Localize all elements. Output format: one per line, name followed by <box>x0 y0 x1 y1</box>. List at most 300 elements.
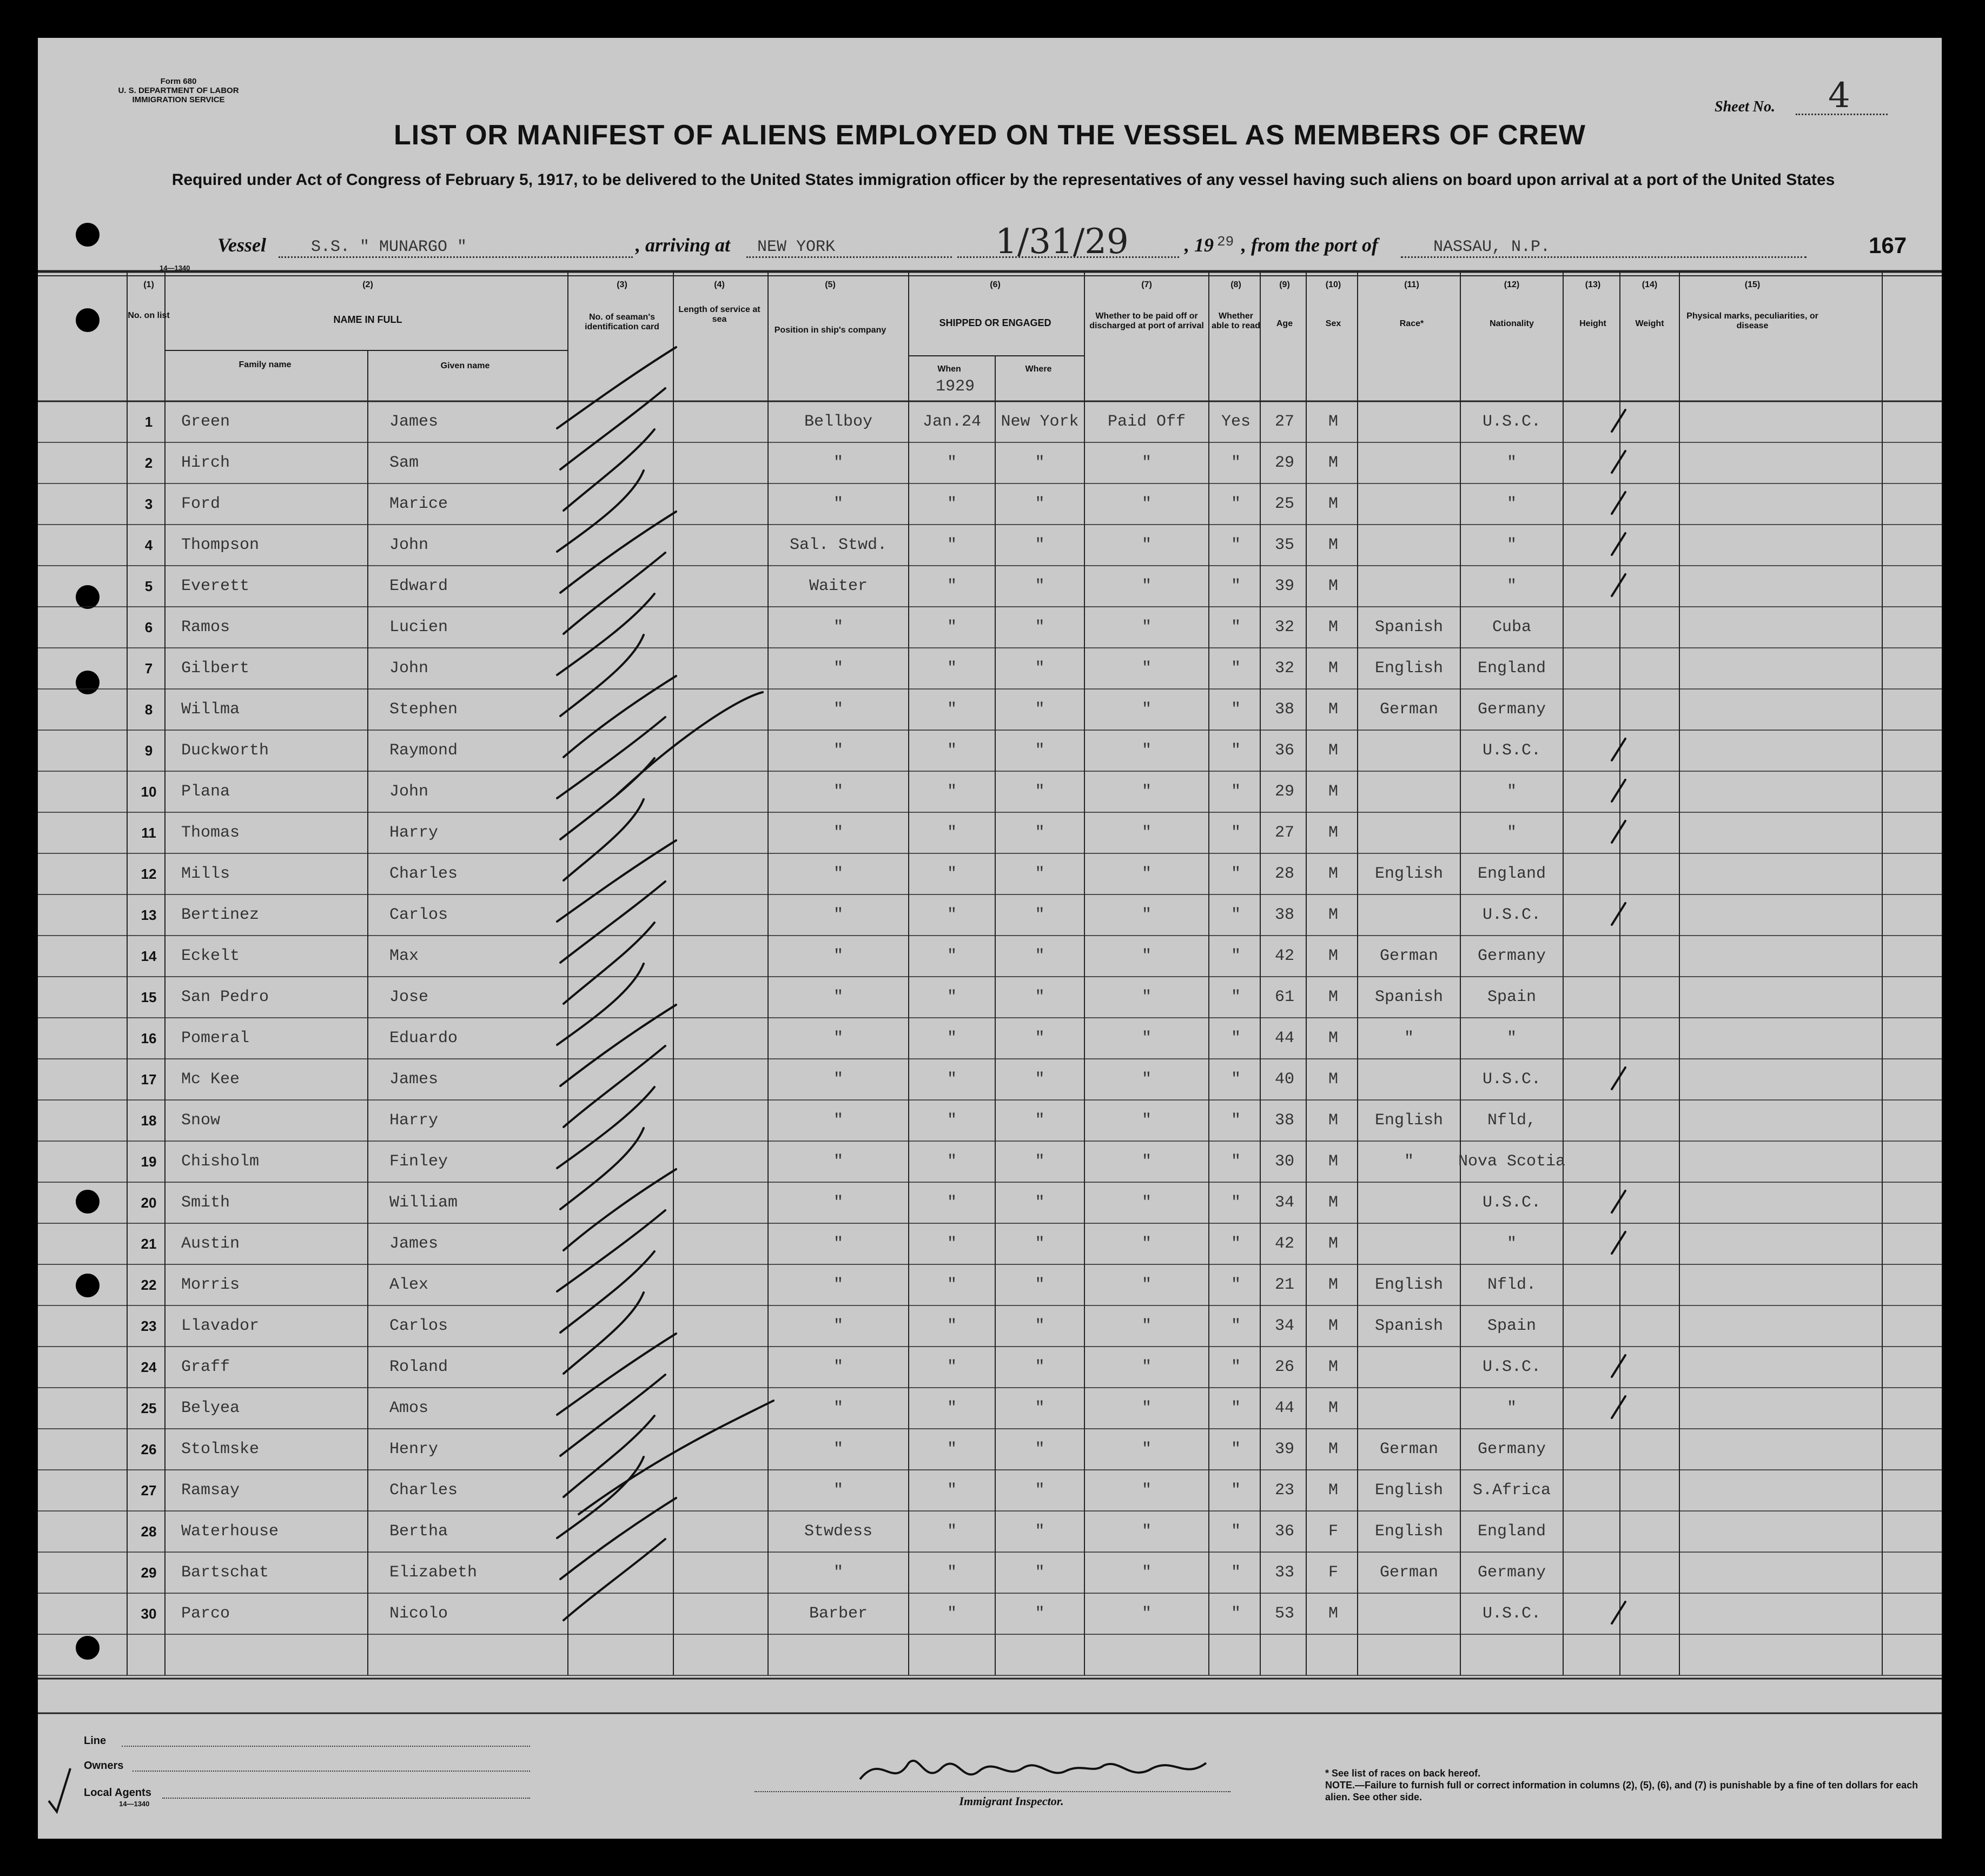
check-stroke <box>1612 574 1625 596</box>
paid-off: " <box>1141 865 1152 883</box>
shipped-where: " <box>1035 1563 1045 1582</box>
race: English <box>1374 1111 1444 1130</box>
col-num-15: (15) <box>1744 280 1761 289</box>
row-number: 21 <box>141 1236 157 1252</box>
given-name: Carlos <box>389 1317 448 1335</box>
shipped-when: " <box>947 1317 957 1335</box>
header-nationality: Nationality <box>1490 319 1534 328</box>
sex: M <box>1328 618 1338 637</box>
given-name: Jose <box>389 988 429 1006</box>
shipped-where: " <box>1035 741 1045 760</box>
shipped-when: " <box>947 1399 957 1417</box>
able-to-read: " <box>1230 1029 1241 1048</box>
position: " <box>833 495 843 513</box>
check-stroke <box>564 1539 665 1620</box>
given-name: James <box>389 1235 439 1253</box>
position: " <box>833 1194 843 1212</box>
position: Sal. Stwd. <box>789 536 888 554</box>
nationality: Spain <box>1487 988 1536 1006</box>
paid-off: " <box>1141 947 1152 965</box>
nationality: U.S.C. <box>1482 1194 1541 1212</box>
col-num-9: (9) <box>1279 280 1290 289</box>
nationality: " <box>1506 577 1517 595</box>
header-age: Age <box>1276 319 1293 328</box>
position: " <box>833 947 843 965</box>
shipped-year: 1929 <box>936 377 975 396</box>
nationality: U.S.C. <box>1482 1070 1541 1089</box>
shipped-where: " <box>1035 988 1045 1006</box>
sex: M <box>1328 1152 1338 1171</box>
able-to-read: Yes <box>1221 413 1250 431</box>
able-to-read: " <box>1230 1070 1241 1089</box>
header-given-name: Given name <box>440 361 490 370</box>
vessel-label: Vessel <box>217 234 266 256</box>
header-where: Where <box>1025 364 1052 374</box>
able-to-read: " <box>1230 1111 1241 1130</box>
check-stroke <box>560 1375 665 1456</box>
position: " <box>833 1358 843 1376</box>
paid-off: " <box>1141 536 1152 554</box>
family-name: Everett <box>181 577 250 595</box>
paid-off: " <box>1141 659 1152 678</box>
able-to-read: " <box>1230 577 1241 595</box>
shipped-when: " <box>947 906 957 924</box>
header-shipped-engaged: SHIPPED OR ENGAGED <box>939 317 1051 328</box>
sex: M <box>1328 1029 1338 1048</box>
row-number: 15 <box>141 989 157 1005</box>
shipped-where: " <box>1035 783 1045 801</box>
family-name: Ramsay <box>181 1481 240 1500</box>
row-number: 7 <box>144 660 153 677</box>
age: 32 <box>1274 618 1294 637</box>
family-name: Chisholm <box>181 1152 260 1171</box>
paid-off: " <box>1141 1440 1152 1459</box>
check-stroke <box>560 388 665 469</box>
position: Bellboy <box>804 413 873 431</box>
row-number: 25 <box>141 1400 157 1416</box>
given-name: Henry <box>389 1440 439 1459</box>
check-stroke <box>560 1005 676 1086</box>
handwritten-checkmarks <box>38 38 1942 1839</box>
age: 21 <box>1274 1276 1294 1294</box>
col-num-7: (7) <box>1141 280 1152 289</box>
shipped-when: " <box>947 1358 957 1376</box>
family-name: Ford <box>181 495 221 513</box>
position: " <box>833 700 843 719</box>
shipped-where: " <box>1035 495 1045 513</box>
check-stroke <box>557 594 654 675</box>
given-name: Marice <box>389 495 448 513</box>
given-name: Finley <box>389 1152 448 1171</box>
nationality: " <box>1506 824 1517 842</box>
header-weight: Weight <box>1635 319 1664 328</box>
race: German <box>1379 700 1439 719</box>
able-to-read: " <box>1230 1235 1241 1253</box>
able-to-read: " <box>1230 783 1241 801</box>
age: 42 <box>1274 947 1294 965</box>
paid-off: " <box>1141 1029 1152 1048</box>
family-name: Belyea <box>181 1399 240 1417</box>
header-position: Position in ship's company <box>774 326 886 335</box>
shipped-where: " <box>1035 577 1045 595</box>
col-num-6: (6) <box>990 280 1001 289</box>
shipped-where: " <box>1035 1440 1045 1459</box>
row-number: 9 <box>144 743 153 759</box>
header-race: Race* <box>1399 319 1424 328</box>
shipped-when: " <box>947 865 957 883</box>
nationality: U.S.C. <box>1482 906 1541 924</box>
race: English <box>1374 1522 1444 1541</box>
shipped-where: " <box>1035 659 1045 678</box>
able-to-read: " <box>1230 618 1241 637</box>
check-stroke <box>560 1128 644 1209</box>
able-to-read: " <box>1230 1358 1241 1376</box>
race: " <box>1404 1029 1414 1048</box>
check-stroke <box>1612 1232 1625 1254</box>
sex: M <box>1328 454 1338 472</box>
footer-check-mark <box>38 1758 92 1817</box>
sex: M <box>1328 577 1338 595</box>
footer-local-agents-label: Local Agents <box>84 1787 151 1799</box>
shipped-when: " <box>947 947 957 965</box>
race: Spanish <box>1374 988 1444 1006</box>
age: 42 <box>1274 1235 1294 1253</box>
able-to-read: " <box>1230 1563 1241 1582</box>
shipped-where: New York <box>1001 413 1079 431</box>
family-name: Mc Kee <box>181 1070 240 1089</box>
nationality: Germany <box>1477 1563 1546 1582</box>
nationality: S.Africa <box>1472 1481 1551 1500</box>
given-name: Roland <box>389 1358 448 1376</box>
header-no-on-list: No. on list <box>128 311 170 320</box>
sex: M <box>1328 1194 1338 1212</box>
able-to-read: " <box>1230 536 1241 554</box>
sex: M <box>1328 1358 1338 1376</box>
paid-off: " <box>1141 1358 1152 1376</box>
able-to-read: " <box>1230 454 1241 472</box>
paid-off: " <box>1141 1563 1152 1582</box>
col-num-3: (3) <box>617 280 627 289</box>
family-name: Thompson <box>181 536 260 554</box>
shipped-where: " <box>1035 906 1045 924</box>
age: 39 <box>1274 577 1294 595</box>
position: " <box>833 1399 843 1417</box>
row-number: 11 <box>141 825 156 841</box>
sex: M <box>1328 1235 1338 1253</box>
given-name: Edward <box>389 577 448 595</box>
shipped-where: " <box>1035 865 1045 883</box>
check-stroke <box>557 1210 665 1291</box>
check-stroke <box>560 758 654 839</box>
age: 33 <box>1274 1563 1294 1582</box>
check-stroke <box>564 923 654 1004</box>
race: English <box>1374 1481 1444 1500</box>
paid-off: " <box>1141 1070 1152 1089</box>
sheet-no-label: Sheet No. <box>1715 98 1775 115</box>
shipped-when: " <box>947 741 957 760</box>
able-to-read: " <box>1230 1317 1241 1335</box>
paid-off: " <box>1141 824 1152 842</box>
race: Spanish <box>1374 1317 1444 1335</box>
given-name: Raymond <box>389 741 458 760</box>
age: 39 <box>1274 1440 1294 1459</box>
row-number: 3 <box>144 496 153 512</box>
sex: M <box>1328 1399 1338 1417</box>
sex: M <box>1328 1070 1338 1089</box>
age: 30 <box>1274 1152 1294 1171</box>
col-num-12: (12) <box>1504 280 1520 289</box>
given-name: Eduardo <box>389 1029 458 1048</box>
form-number: Form 680 <box>160 77 197 86</box>
shipped-where: " <box>1035 824 1045 842</box>
able-to-read: " <box>1230 1440 1241 1459</box>
given-name: Harry <box>389 824 439 842</box>
check-stroke <box>564 553 665 634</box>
nationality: England <box>1477 659 1546 678</box>
age: 26 <box>1274 1358 1294 1376</box>
nationality: Nova Scotia <box>1458 1152 1566 1171</box>
position: " <box>833 1317 843 1335</box>
stamp-number: 167 <box>1869 233 1907 258</box>
sex: M <box>1328 988 1338 1006</box>
shipped-when: " <box>947 988 957 1006</box>
age: 40 <box>1274 1070 1294 1089</box>
shipped-when: " <box>947 1481 957 1500</box>
family-name: Austin <box>181 1235 240 1253</box>
nationality: Nfld. <box>1487 1276 1536 1294</box>
shipped-when: " <box>947 1563 957 1582</box>
given-name: Elizabeth <box>389 1563 478 1582</box>
able-to-read: " <box>1230 1152 1241 1171</box>
shipped-where: " <box>1035 1029 1045 1048</box>
able-to-read: " <box>1230 1605 1241 1623</box>
position: " <box>833 1563 843 1582</box>
shipped-when: " <box>947 1522 957 1541</box>
able-to-read: " <box>1230 741 1241 760</box>
vessel-name: S.S. " MUNARGO " <box>311 238 467 256</box>
sex: M <box>1328 1440 1338 1459</box>
race: " <box>1404 1152 1414 1171</box>
family-name: Gilbert <box>181 659 250 678</box>
shipped-where: " <box>1035 1481 1045 1500</box>
nationality: U.S.C. <box>1482 741 1541 760</box>
check-stroke <box>1612 1355 1625 1377</box>
shipped-when: " <box>947 1029 957 1048</box>
able-to-read: " <box>1230 495 1241 513</box>
row-number: 14 <box>141 948 157 964</box>
family-name: Bertinez <box>181 906 260 924</box>
shipped-when: " <box>947 536 957 554</box>
page-title: LIST OR MANIFEST OF ALIENS EMPLOYED ON THE VESSEL AS MEMBERS OF CREW <box>394 120 1586 151</box>
given-name: Lucien <box>389 618 448 637</box>
shipped-where: " <box>1035 1317 1045 1335</box>
nationality: U.S.C. <box>1482 1358 1541 1376</box>
shipped-where: " <box>1035 536 1045 554</box>
header-family-name: Family name <box>239 360 292 369</box>
sex: M <box>1328 824 1338 842</box>
able-to-read: " <box>1230 988 1241 1006</box>
position: " <box>833 783 843 801</box>
arriving-label: , arriving at <box>636 234 731 256</box>
able-to-read: " <box>1230 700 1241 719</box>
shipped-when: " <box>947 1152 957 1171</box>
row-number: 18 <box>141 1112 157 1129</box>
position: " <box>833 988 843 1006</box>
check-stroke <box>557 1334 676 1415</box>
given-name: Carlos <box>389 906 448 924</box>
col-num-1: (1) <box>143 280 154 289</box>
check-stroke <box>1612 780 1625 801</box>
race: German <box>1379 1563 1439 1582</box>
shipped-where: " <box>1035 1522 1045 1541</box>
race: German <box>1379 947 1439 965</box>
check-stroke <box>1612 1191 1625 1212</box>
shipped-when: " <box>947 824 957 842</box>
sex: M <box>1328 1605 1338 1623</box>
position: " <box>833 741 843 760</box>
footer-print-code: 14—1340 <box>119 1800 150 1808</box>
position: " <box>833 1276 843 1294</box>
given-name: Max <box>389 947 419 965</box>
nationality: U.S.C. <box>1482 413 1541 431</box>
shipped-when: " <box>947 577 957 595</box>
header-when: When <box>937 364 961 374</box>
header-length-service: Length of service at sea <box>678 305 760 324</box>
race: English <box>1374 1276 1444 1294</box>
check-stroke <box>560 512 676 593</box>
col-num-8: (8) <box>1230 280 1241 289</box>
paid-off: " <box>1141 1194 1152 1212</box>
header-seaman-id: No. of seaman's identification card <box>585 313 659 332</box>
age: 36 <box>1274 1522 1294 1541</box>
race: Spanish <box>1374 618 1444 637</box>
family-name: Graff <box>181 1358 230 1376</box>
col-num-5: (5) <box>825 280 836 289</box>
age: 44 <box>1274 1399 1294 1417</box>
position: " <box>833 906 843 924</box>
check-stroke <box>1612 451 1625 473</box>
position: " <box>833 659 843 678</box>
check-stroke <box>564 1416 654 1497</box>
position: " <box>833 824 843 842</box>
shipped-when: " <box>947 454 957 472</box>
family-name: Parco <box>181 1605 230 1623</box>
family-name: Green <box>181 413 230 431</box>
sex: F <box>1328 1522 1338 1541</box>
shipped-when: Jan.24 <box>922 413 982 431</box>
check-stroke <box>617 692 763 795</box>
check-stroke <box>557 1457 644 1538</box>
sex: M <box>1328 1111 1338 1130</box>
shipped-when: " <box>947 1440 957 1459</box>
check-stroke <box>1612 492 1625 514</box>
row-number: 12 <box>141 866 157 882</box>
nationality: " <box>1506 1399 1517 1417</box>
arrival-date: 1/31/29 <box>995 222 1129 262</box>
sex: M <box>1328 741 1338 760</box>
check-stroke <box>557 840 676 922</box>
age: 29 <box>1274 454 1294 472</box>
position: " <box>833 454 843 472</box>
shipped-when: " <box>947 1111 957 1130</box>
shipped-where: " <box>1035 1152 1045 1171</box>
paid-off: " <box>1141 988 1152 1006</box>
shipped-when: " <box>947 1276 957 1294</box>
check-stroke <box>564 429 654 511</box>
able-to-read: " <box>1230 865 1241 883</box>
sex: M <box>1328 413 1338 431</box>
age: 38 <box>1274 906 1294 924</box>
position: " <box>833 1029 843 1048</box>
family-name: Waterhouse <box>181 1522 279 1541</box>
inspector-label: Immigrant Inspector. <box>959 1794 1064 1808</box>
shipped-when: " <box>947 1605 957 1623</box>
given-name: Amos <box>389 1399 429 1417</box>
row-number: 5 <box>144 578 153 594</box>
year-value: 29 <box>1217 234 1234 250</box>
paid-off: " <box>1141 454 1152 472</box>
given-name: James <box>389 413 439 431</box>
family-name: Duckworth <box>181 741 269 760</box>
paid-off: " <box>1141 1276 1152 1294</box>
row-number: 27 <box>141 1482 157 1499</box>
family-name: Morris <box>181 1276 240 1294</box>
able-to-read: " <box>1230 824 1241 842</box>
check-stroke <box>1612 903 1625 925</box>
age: 35 <box>1274 536 1294 554</box>
shipped-when: " <box>947 1235 957 1253</box>
position: Stwdess <box>804 1522 873 1541</box>
able-to-read: " <box>1230 1399 1241 1417</box>
sex: M <box>1328 947 1338 965</box>
race: English <box>1374 659 1444 678</box>
shipped-when: " <box>947 659 957 678</box>
given-name: Stephen <box>389 700 458 719</box>
row-number: 17 <box>141 1071 157 1088</box>
paid-off: " <box>1141 1399 1152 1417</box>
family-name: Plana <box>181 783 230 801</box>
age: 32 <box>1274 659 1294 678</box>
shipped-where: " <box>1035 454 1045 472</box>
age: 38 <box>1274 700 1294 719</box>
nationality: Cuba <box>1492 618 1531 637</box>
age: 23 <box>1274 1481 1294 1500</box>
check-stroke <box>560 1498 676 1579</box>
age: 29 <box>1274 783 1294 801</box>
check-stroke <box>564 676 676 757</box>
age: 36 <box>1274 741 1294 760</box>
row-number: 24 <box>141 1359 157 1375</box>
sex: M <box>1328 783 1338 801</box>
col-num-13: (13) <box>1585 280 1601 289</box>
check-stroke <box>1612 410 1625 432</box>
age: 28 <box>1274 865 1294 883</box>
shipped-when: " <box>947 495 957 513</box>
check-stroke <box>557 1087 654 1168</box>
able-to-read: " <box>1230 659 1241 678</box>
row-number: 6 <box>144 619 153 635</box>
age: 44 <box>1274 1029 1294 1048</box>
nationality: Spain <box>1487 1317 1536 1335</box>
header-physical-marks: Physical marks, peculiarities, or disease <box>1686 311 1818 330</box>
footnote-block <box>1325 1767 1920 1803</box>
row-number: 13 <box>141 907 157 923</box>
nationality: Germany <box>1477 947 1546 965</box>
footer-line-label: Line <box>84 1735 107 1747</box>
col-num-4: (4) <box>714 280 725 289</box>
race: German <box>1379 1440 1439 1459</box>
family-name: Pomeral <box>181 1029 250 1048</box>
